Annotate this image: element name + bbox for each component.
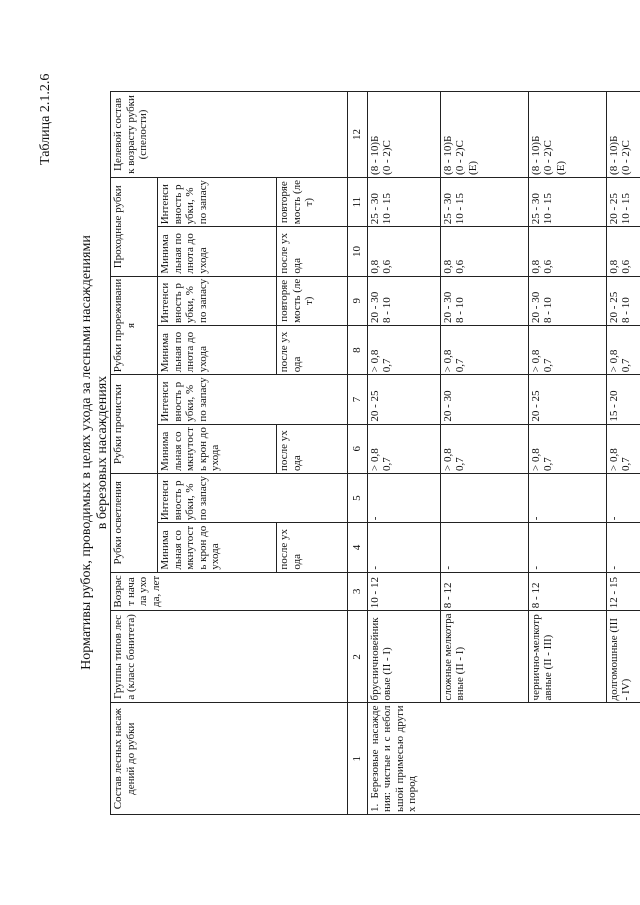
table-number: Таблица 2.1.2.6	[38, 73, 53, 165]
header-composition: Состав лесных насаждений до рубки	[111, 703, 348, 815]
header-pass-repeat: повторяемость (лет)	[277, 177, 348, 226]
table-title-line-1: Нормативы рубок, проводимых в целях ухода за лесными насаждениями	[79, 235, 94, 670]
cell-group: долгомошные (III - IV)	[606, 611, 640, 703]
cell-light-int: -	[367, 473, 440, 522]
header-thin-repeat: повторяемость (лет)	[277, 276, 348, 325]
header-thin-after: после ухода	[277, 325, 348, 374]
cell-clean-int: 15 - 20	[606, 375, 640, 424]
header-age: Возраст начала ухода, лет	[111, 572, 348, 611]
cell-thin-int: 20 - 25 8 - 10	[606, 276, 640, 325]
cell-thin-min: > 0,8 0,7	[440, 325, 528, 374]
header-thin-min: Минимальная полнота до ухода	[158, 325, 277, 374]
header-pass-int: Интенсивность рубки, % по запасу	[158, 177, 277, 226]
header-light-after: после ухода	[277, 523, 348, 572]
cell-light-min: -	[528, 523, 606, 572]
table-title-line-2: в березовых насаждениях	[95, 375, 110, 530]
cell-pass-min: 0,8 0,6	[440, 227, 528, 276]
cell-group: чернично-мелкотравные (II - III)	[528, 611, 606, 703]
header-clean-after: после ухода	[277, 424, 348, 473]
header-thinning-thin: Рубки прореживания	[111, 276, 158, 375]
cell-light-int: -	[528, 473, 606, 522]
col-number: 7	[348, 375, 368, 424]
cell-age: 8 - 12	[440, 572, 528, 611]
col-number: 5	[348, 473, 368, 522]
header-thin-int: Интенсивность рубки, % по запасу	[158, 276, 277, 325]
col-number: 6	[348, 424, 368, 473]
col-number: 12	[348, 92, 368, 178]
cell-thin-int: 20 - 30 8 - 10	[367, 276, 440, 325]
header-clean-min: Минимальная сомкнутость крон до ухода	[158, 424, 277, 473]
header-light-int: Интенсивность рубки, % по запасу	[158, 473, 348, 522]
cell-clean-min: > 0,8 0,7	[440, 424, 528, 473]
cell-pass-min: 0,8 0,6	[367, 227, 440, 276]
cell-thin-int: 20 - 30 8 - 10	[528, 276, 606, 325]
cell-clean-int: 20 - 25	[367, 375, 440, 424]
col-number: 10	[348, 227, 368, 276]
cell-target: (8 - 10)Б (0 - 2)С	[606, 92, 640, 178]
cell-thin-min: > 0,8 0,7	[606, 325, 640, 374]
cell-age: 12 - 15	[606, 572, 640, 611]
cell-composition: 1. Березовые насаждения: чистые и с небольшой примесью других пород	[367, 703, 640, 815]
cell-clean-min: > 0,8 0,7	[367, 424, 440, 473]
cell-light-min: -	[606, 523, 640, 572]
col-number: 11	[348, 177, 368, 226]
cell-pass-min: 0,8 0,6	[606, 227, 640, 276]
cell-pass-min: 0,8 0,6	[528, 227, 606, 276]
cell-thin-int: 20 - 30 8 - 10	[440, 276, 528, 325]
cell-pass-int: 25 - 30 10 - 15	[440, 177, 528, 226]
cell-clean-int: 20 - 25	[528, 375, 606, 424]
cell-clean-min: > 0,8 0,7	[606, 424, 640, 473]
col-number: 1	[348, 703, 368, 815]
header-thinning-pass: Проходные рубки	[111, 177, 158, 276]
cell-group: брусничновейниковые (II - I)	[367, 611, 440, 703]
cell-light-min: -	[367, 523, 440, 572]
cell-thin-min: > 0,8 0,7	[528, 325, 606, 374]
cell-thin-min: > 0,8 0,7	[367, 325, 440, 374]
header-thinning-light: Рубки осветления	[111, 473, 158, 572]
cell-target: (8 - 10)Б (0 - 2)С	[367, 92, 440, 178]
cell-light-int: -	[606, 473, 640, 522]
cell-pass-int: 25 - 30 10 - 15	[528, 177, 606, 226]
col-number: 3	[348, 572, 368, 611]
column-numbers-row	[348, 92, 368, 815]
cell-age: 10 - 12	[367, 572, 440, 611]
col-number: 4	[348, 523, 368, 572]
header-light-min: Минимальная сомкнутость крон до ухода	[158, 523, 277, 572]
cell-pass-int: 20 - 25 10 - 15	[606, 177, 640, 226]
table-row	[367, 92, 440, 815]
header-pass-min: Минимальная полнота до ухода	[158, 227, 277, 276]
cell-target: (8 - 10)Б (0 - 2)С (Е)	[528, 92, 606, 178]
header-target: Целевой состав к возрасту рубки (спелости)	[111, 92, 348, 178]
header-groups: Группы типов леса (класс бонитета)	[111, 611, 348, 703]
cell-group: сложные мелкотравные (II - I)	[440, 611, 528, 703]
cell-age: 8 - 12	[528, 572, 606, 611]
cell-light-min: -	[440, 523, 528, 572]
col-number: 9	[348, 276, 368, 325]
cell-clean-min: > 0,8 0,7	[528, 424, 606, 473]
header-clean-int: Интенсивность рубки, % по запасу	[158, 375, 348, 424]
cell-pass-int: 25 - 30 10 - 15	[367, 177, 440, 226]
col-number: 8	[348, 325, 368, 374]
col-number: 2	[348, 611, 368, 703]
header-thinning-clean: Рубки прочистки	[111, 375, 158, 474]
header-pass-after: после ухода	[277, 227, 348, 276]
cell-target: (8 - 10)Б (0 - 2)С (Е)	[440, 92, 528, 178]
cell-light-int	[440, 473, 528, 522]
cell-clean-int: 20 - 30	[440, 375, 528, 424]
norms-table	[110, 91, 640, 815]
